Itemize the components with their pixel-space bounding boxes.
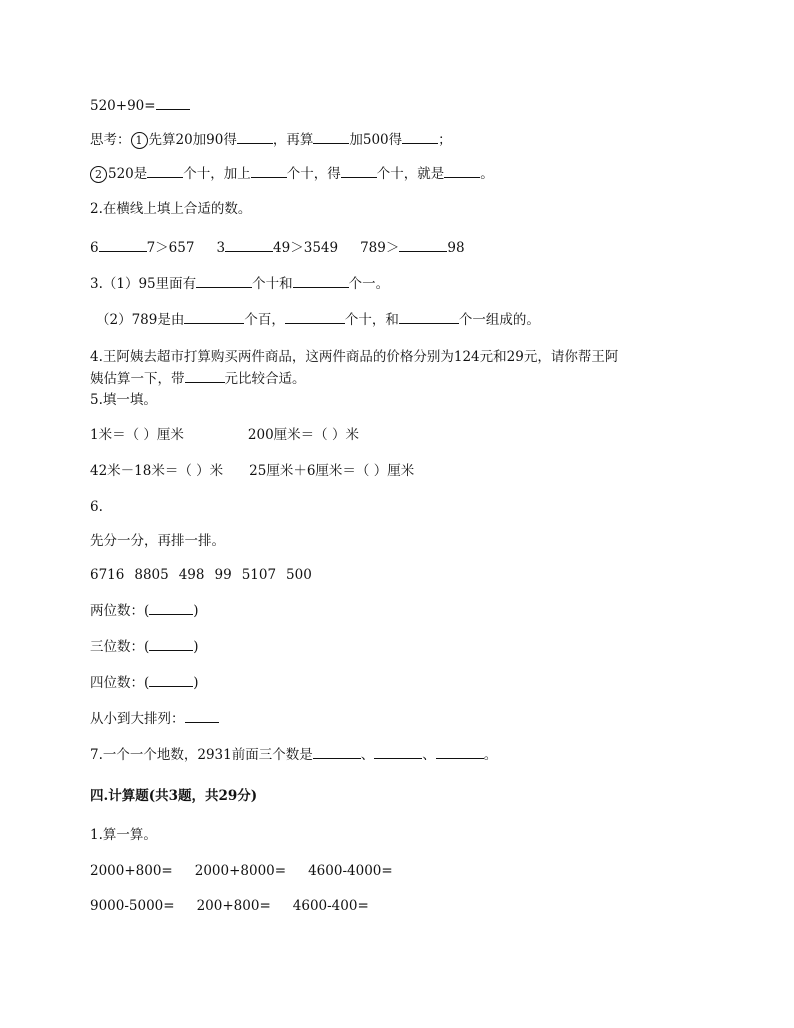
number-item: 8805 xyxy=(134,567,169,583)
answer-blank[interactable] xyxy=(156,96,190,110)
answer-blank[interactable] xyxy=(313,745,361,759)
answer-blank[interactable] xyxy=(149,637,193,651)
q6-instruction: 先分一分，再排一排。 xyxy=(90,533,225,549)
answer-blank[interactable] xyxy=(436,745,484,759)
number-item: 500 xyxy=(286,567,312,583)
answer-blank[interactable] xyxy=(99,238,147,252)
answer-blank[interactable] xyxy=(185,369,225,383)
q3-part2: （2）789是由 个百， 个十，和 个一组成的。 xyxy=(96,312,540,328)
number-item: 498 xyxy=(178,567,205,583)
calc-row-1 xyxy=(90,862,393,880)
section-4-subtitle: 1.算一算。 xyxy=(90,827,157,843)
calc-item: 9000-5000= xyxy=(90,898,175,914)
q5-title: 5.填一填。 xyxy=(90,392,157,408)
q2-row: 6 7＞657 3 49＞3549 789＞ 98 xyxy=(90,240,465,256)
q6-two-digit: 两位数：( ) xyxy=(90,603,199,619)
calc-item: 2000+8000= xyxy=(194,863,287,879)
number-item: 5107 xyxy=(241,567,277,583)
circled-number-1: 1 xyxy=(131,132,148,149)
section-4-heading: 四.计算题(共3题，共29分) xyxy=(90,788,258,804)
q4-line-2: 姨估算一下，带 元比较合适。 xyxy=(90,371,306,387)
q5-row-2: 42米－18米＝（ ）米 25厘米＋6厘米＝（ ）厘米 xyxy=(90,463,415,479)
q6-three-digit: 三位数：( ) xyxy=(90,639,199,655)
answer-blank[interactable] xyxy=(374,745,422,759)
answer-blank[interactable] xyxy=(149,601,193,615)
number-item: 99 xyxy=(214,567,232,583)
calc-item: 200+800= xyxy=(196,898,271,914)
answer-blank[interactable] xyxy=(184,310,244,324)
answer-blank[interactable] xyxy=(313,130,349,144)
answer-blank[interactable] xyxy=(341,164,377,178)
answer-blank[interactable] xyxy=(237,130,273,144)
calc-item: 4600-400= xyxy=(292,898,369,914)
q6-sort: 从小到大排列： xyxy=(90,709,219,728)
q6-four-digit: 四位数：( ) xyxy=(90,675,199,691)
q5-row-1: 1米＝（ ）厘米 200厘米＝（ ）米 xyxy=(90,427,359,443)
q-intro-think-line-2: 2 520是 个十，加上 个十，得 个十，就是 。 xyxy=(90,164,494,183)
q6-number-list xyxy=(90,566,312,584)
answer-blank[interactable] xyxy=(285,310,345,324)
answer-blank[interactable] xyxy=(185,709,219,723)
answer-blank[interactable] xyxy=(149,673,193,687)
answer-blank[interactable] xyxy=(225,238,273,252)
calc-row-2 xyxy=(90,897,369,915)
calc-item: 4600-4000= xyxy=(308,863,393,879)
q-intro-think-line-1: 思考： 1 先算20加90得 ，再算 加500得 ； xyxy=(90,132,452,148)
number-item: 6716 xyxy=(90,567,125,583)
q3-part1: 3.（1）95里面有 个十和 个一。 xyxy=(90,276,390,292)
q6-number: 6. xyxy=(90,499,103,515)
answer-blank[interactable] xyxy=(444,164,480,178)
answer-blank[interactable] xyxy=(399,238,447,252)
q7: 7.一个一个地数，2931前面三个数是 、 、 。 xyxy=(90,747,498,763)
calc-item: 2000+800= xyxy=(90,863,173,879)
answer-blank[interactable] xyxy=(293,274,349,288)
q2-title: 2.在横线上填上合适的数。 xyxy=(90,201,252,217)
circled-number-2: 2 xyxy=(90,166,107,183)
q-intro-expression: 520+90= xyxy=(90,96,190,115)
answer-blank[interactable] xyxy=(196,274,252,288)
answer-blank[interactable] xyxy=(147,164,183,178)
answer-blank[interactable] xyxy=(399,310,459,324)
answer-blank[interactable] xyxy=(402,130,438,144)
answer-blank[interactable] xyxy=(251,164,287,178)
q4-line-1: 4.王阿姨去超市打算购买两件商品，这两件商品的价格分别为124元和29元，请你帮王阿 xyxy=(90,349,619,365)
